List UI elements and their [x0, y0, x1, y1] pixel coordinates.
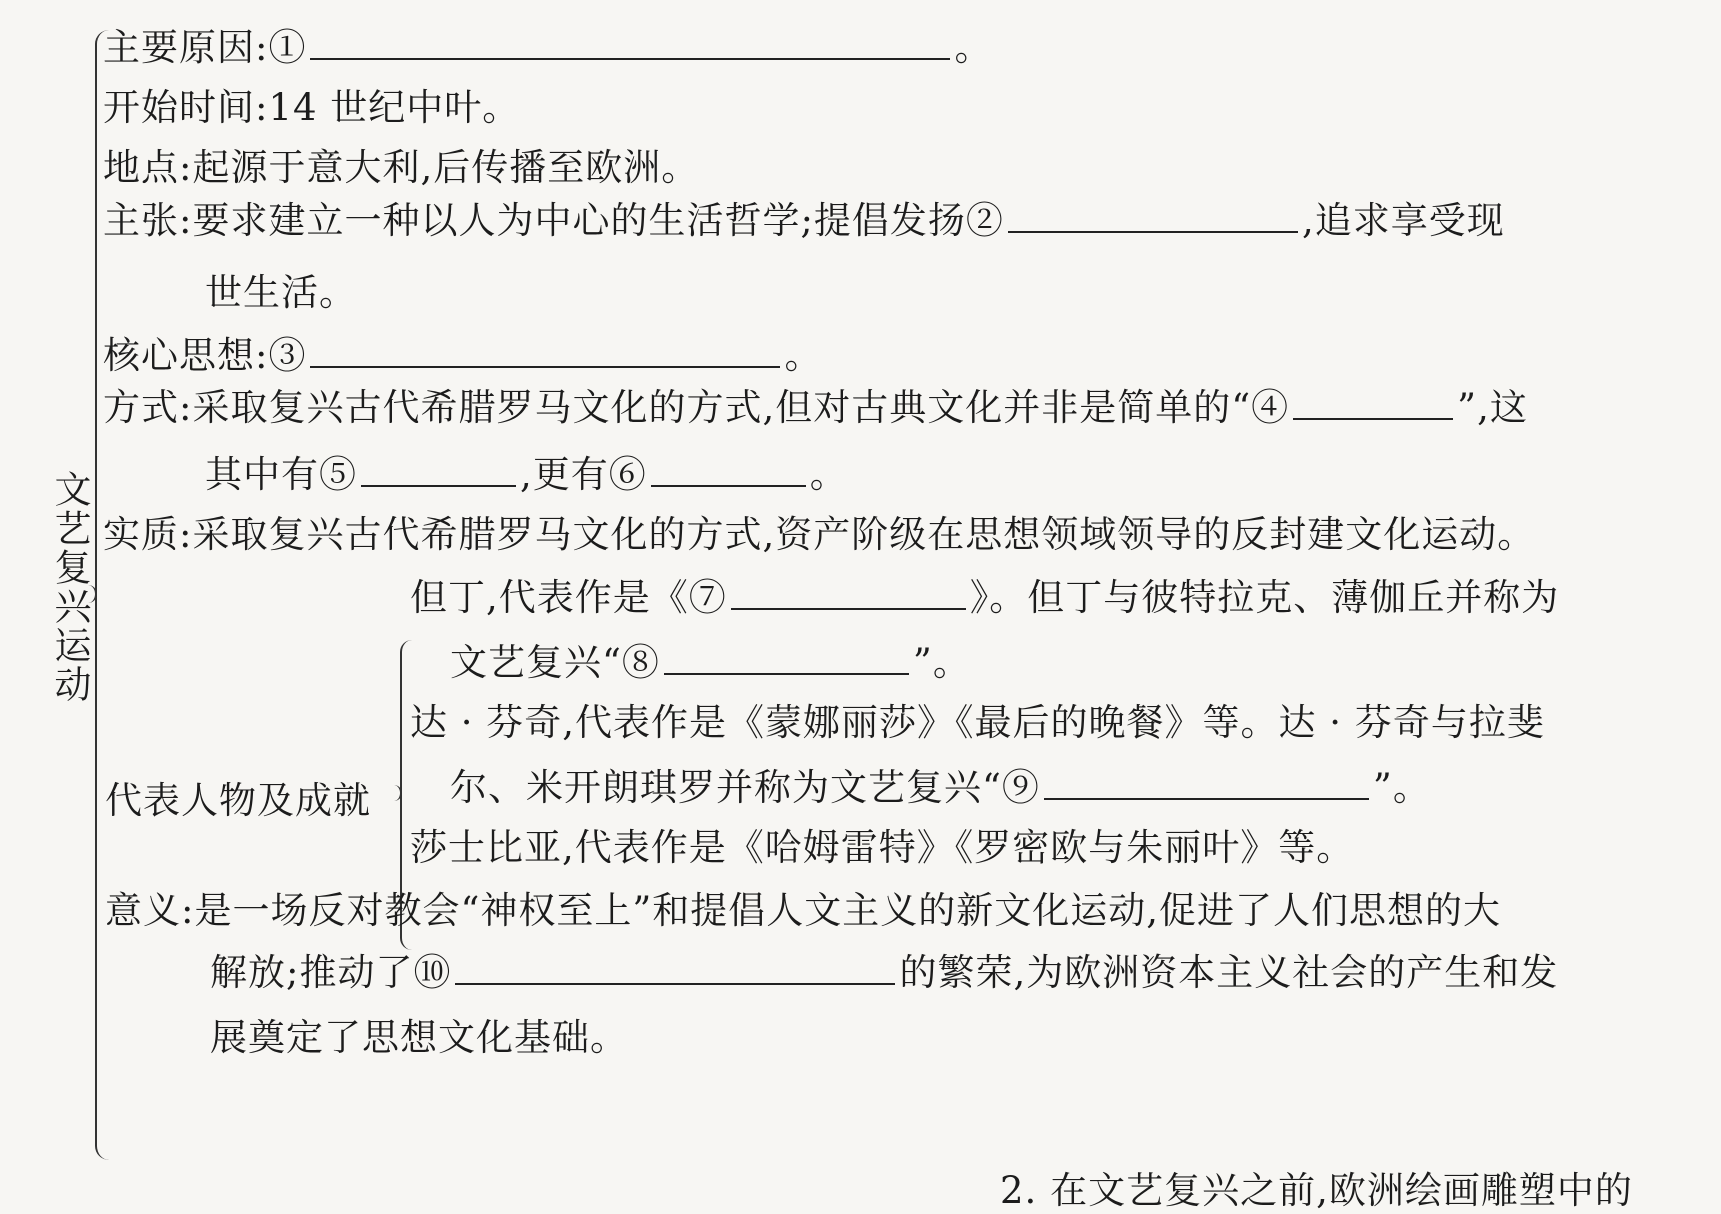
- dante-line: 但丁,代表作是《⑦ 》。但丁与彼特拉克、薄伽丘并称为: [410, 576, 1560, 619]
- blank-9[interactable]: [1044, 768, 1369, 800]
- dante-cont: 文艺复兴“⑧ ”。: [450, 641, 971, 684]
- method-line: 方式:采取复兴古代希腊罗马文化的方式,但对古典文化并非是简单的“④ ”,这: [103, 386, 1528, 429]
- meaning-cont-2: 展奠定了思想文化基础。: [210, 1016, 628, 1059]
- method-cont: 其中有⑤ ,更有⑥ 。: [205, 453, 848, 496]
- davinci-cont: 尔、米开朗琪罗并称为文艺复兴“⑨ ”。: [450, 766, 1431, 809]
- meaning-cont: 解放;推动了⑩ 的繁荣,为欧洲资本主义社会的产生和发: [210, 951, 1559, 994]
- essence-line: 实质:采取复兴古代希腊罗马文化的方式,资产阶级在思想领域领导的反封建文化运动。: [103, 513, 1536, 556]
- reason-line: 主要原因:① 。: [103, 26, 993, 69]
- blank-6[interactable]: [651, 455, 806, 487]
- blank-10[interactable]: [455, 953, 895, 985]
- blank-2[interactable]: [1008, 201, 1298, 233]
- meaning-line: 意义:是一场反对教会“神权至上”和提倡人文主义的新文化运动,促进了人们思想的大: [105, 889, 1502, 932]
- shakespeare-line: 莎士比亚,代表作是《哈姆雷特》《罗密欧与朱丽叶》等。: [410, 826, 1355, 869]
- start-line: 开始时间:14 世纪中叶。: [103, 86, 521, 129]
- core-line: 核心思想:③ 。: [103, 334, 823, 377]
- blank-8[interactable]: [664, 643, 909, 675]
- claim-cont: 世生活。: [205, 271, 357, 314]
- section-title: 文艺复兴运动: [48, 470, 91, 704]
- blank-5[interactable]: [361, 455, 516, 487]
- davinci-line: 达 · 芬奇,代表作是《蒙娜丽莎》《最后的晚餐》等。达 · 芬奇与拉斐: [410, 701, 1545, 744]
- blank-3[interactable]: [310, 336, 780, 368]
- blank-1[interactable]: [310, 28, 950, 60]
- place-line: 地点:起源于意大利,后传播至欧洲。: [103, 146, 700, 189]
- blank-7[interactable]: [731, 578, 966, 610]
- blank-4[interactable]: [1293, 388, 1453, 420]
- claim-line: 主张:要求建立一种以人为中心的生活哲学;提倡发扬② ,追求享受现: [103, 199, 1505, 242]
- footer-question: 2. 在文艺复兴之前,欧洲绘画雕塑中的: [1000, 1169, 1633, 1212]
- figures-label: 代表人物及成就: [105, 779, 371, 822]
